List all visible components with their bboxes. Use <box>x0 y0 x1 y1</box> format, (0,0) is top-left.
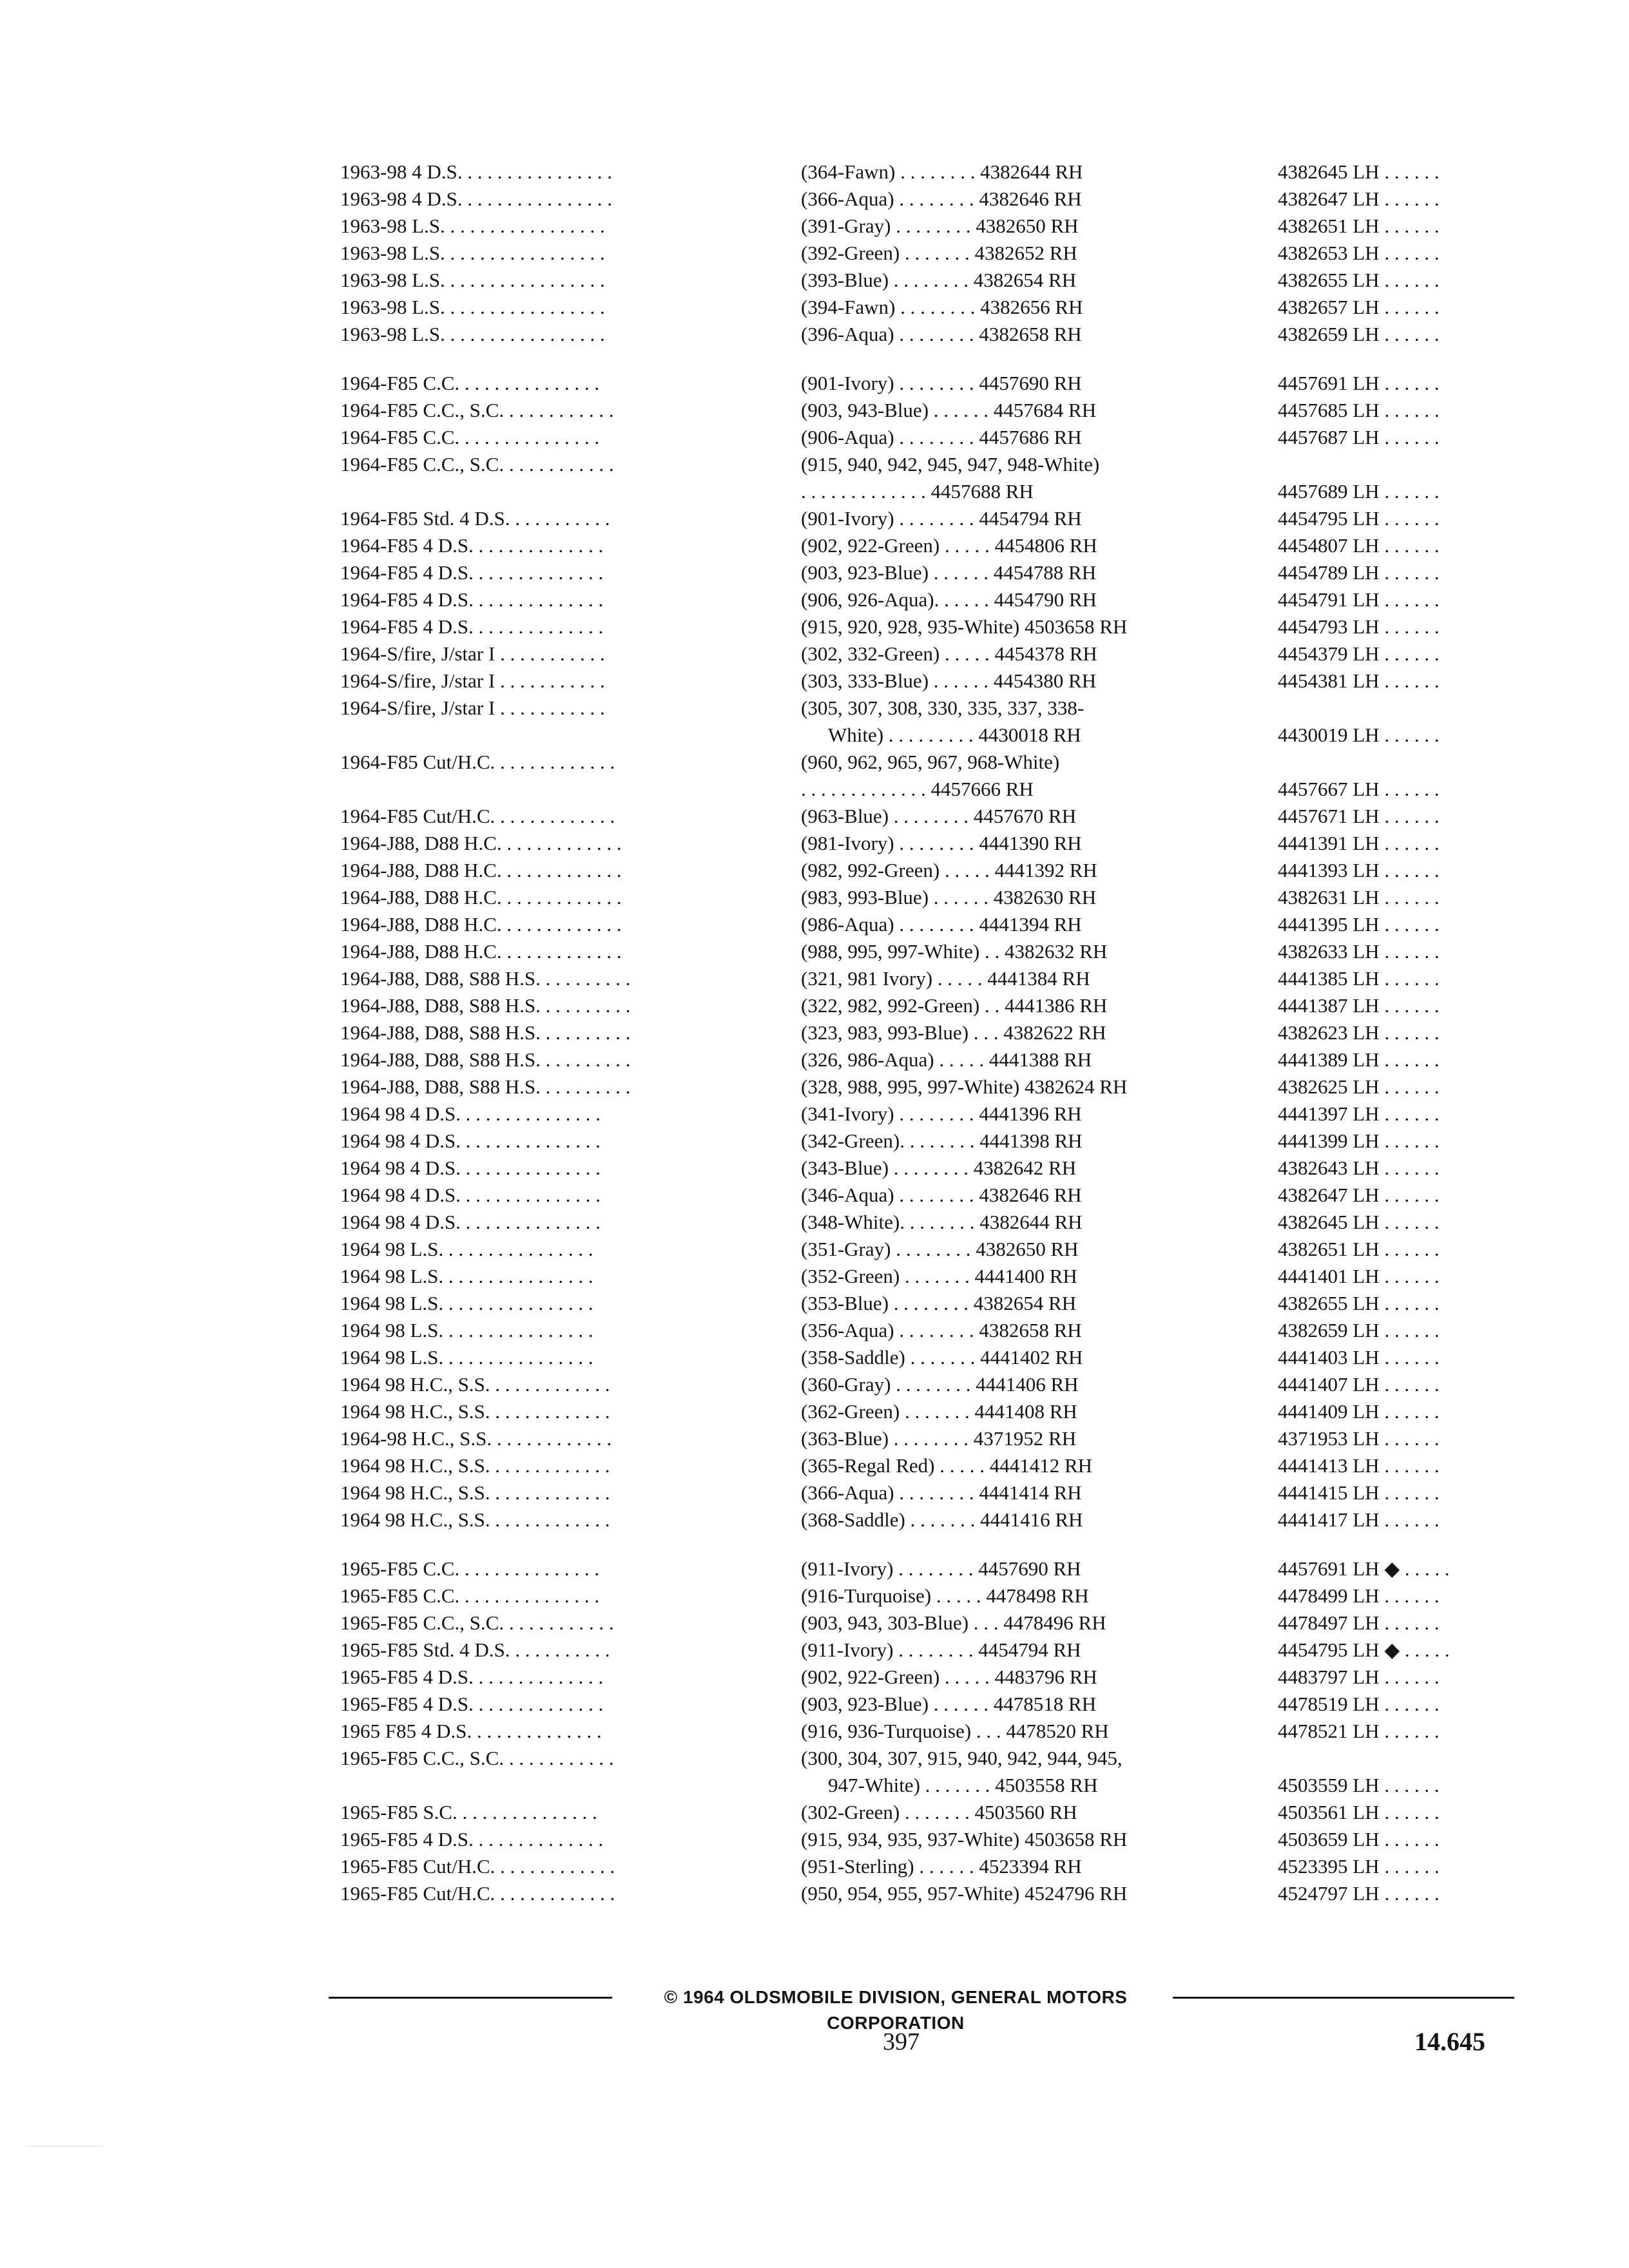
lh-part-cell: 4382643 LH . . . . . . <box>1278 1157 1440 1179</box>
scan-mark <box>26 2146 103 2147</box>
table-row <box>340 1880 1526 1907</box>
model-cell: 1964 98 L.S. . . . . . . . . . . . . . . . <box>340 1346 593 1369</box>
color-rh-cell: . . . . . . . . . . . . . 4457688 RH <box>801 480 1034 503</box>
color-rh-cell: (356-Aqua) . . . . . . . . 4382658 RH <box>801 1319 1082 1341</box>
table-row <box>340 1100 1526 1128</box>
table-row <box>340 240 1526 267</box>
color-rh-cell: (903, 923-Blue) . . . . . . 4454788 RH <box>801 561 1097 584</box>
color-rh-cell: (323, 983, 993-Blue) . . . 4382622 RH <box>801 1021 1106 1044</box>
color-rh-cell: (392-Green) . . . . . . . 4382652 RH <box>801 242 1077 264</box>
color-rh-cell: (986-Aqua) . . . . . . . . 4441394 RH <box>801 913 1082 936</box>
table-row <box>340 1236 1526 1263</box>
lh-part-cell: 4382633 LH . . . . . . <box>1278 940 1440 963</box>
lh-part-cell: 4382659 LH . . . . . . <box>1278 323 1440 345</box>
model-cell: 1964-J88, D88 H.C. . . . . . . . . . . . . <box>340 913 622 936</box>
model-cell: 1964 98 H.C., S.S. . . . . . . . . . . . . <box>340 1508 610 1531</box>
model-cell: 1963-98 4 D.S. . . . . . . . . . . . . . . . <box>340 160 612 183</box>
table-row <box>340 1691 1526 1718</box>
model-cell: 1965-F85 4 D.S. . . . . . . . . . . . . . <box>340 1693 604 1715</box>
model-cell: 1964-J88, D88, S88 H.S. . . . . . . . . . <box>340 1048 631 1071</box>
lh-part-cell: 4382653 LH . . . . . . <box>1278 242 1440 264</box>
color-rh-cell: (352-Green) . . . . . . . 4441400 RH <box>801 1265 1077 1287</box>
lh-part-cell: 4382645 LH . . . . . . <box>1278 160 1440 183</box>
model-cell: 1964-F85 C.C., S.C. . . . . . . . . . . . <box>340 453 614 476</box>
color-rh-cell: (988, 995, 997-White) . . 4382632 RH <box>801 940 1108 963</box>
table-row <box>340 559 1526 586</box>
color-rh-cell: White) . . . . . . . . . 4430018 RH <box>828 724 1081 746</box>
lh-part-cell: 4503559 LH . . . . . . <box>1278 1774 1440 1796</box>
table-row <box>340 1745 1526 1772</box>
color-rh-cell: (364-Fawn) . . . . . . . . 4382644 RH <box>801 160 1083 183</box>
model-cell: 1964-F85 Std. 4 D.S. . . . . . . . . . . <box>340 507 610 530</box>
color-rh-cell: (363-Blue) . . . . . . . . 4371952 RH <box>801 1427 1077 1450</box>
model-cell: 1964-S/fire, J/star I . . . . . . . . . . . <box>340 697 605 719</box>
table-row <box>340 749 1526 776</box>
color-rh-cell: (393-Blue) . . . . . . . . 4382654 RH <box>801 269 1077 291</box>
table-row <box>340 321 1526 348</box>
color-rh-cell: (322, 982, 992-Green) . . 4441386 RH <box>801 994 1108 1017</box>
lh-part-cell: 4441385 LH . . . . . . <box>1278 967 1440 990</box>
table-row <box>340 1128 1526 1155</box>
color-rh-cell: (305, 307, 308, 330, 335, 337, 338- <box>801 697 1084 719</box>
color-rh-cell: (366-Aqua) . . . . . . . . 4382646 RH <box>801 187 1082 210</box>
color-rh-cell: (391-Gray) . . . . . . . . 4382650 RH <box>801 215 1079 237</box>
table-row <box>340 1182 1526 1209</box>
model-cell: 1964-F85 Cut/H.C. . . . . . . . . . . . . <box>340 751 615 773</box>
color-rh-cell: (342-Green). . . . . . . . 4441398 RH <box>801 1129 1083 1152</box>
table-row <box>340 397 1526 424</box>
model-cell: 1963-98 L.S. . . . . . . . . . . . . . . . . <box>340 296 605 318</box>
model-cell: 1965-F85 C.C., S.C. . . . . . . . . . . . <box>340 1611 614 1634</box>
table-row <box>340 830 1526 857</box>
table-row <box>340 1209 1526 1236</box>
model-cell: 1964 98 H.C., S.S. . . . . . . . . . . . . <box>340 1454 610 1477</box>
model-cell: 1964 98 L.S. . . . . . . . . . . . . . . . <box>340 1319 593 1341</box>
color-rh-cell: (902, 922-Green) . . . . . 4483796 RH <box>801 1666 1097 1688</box>
table-row <box>340 186 1526 213</box>
lh-part-cell: 4457667 LH . . . . . . <box>1278 778 1440 800</box>
model-cell: 1964 98 H.C., S.S. . . . . . . . . . . . . <box>340 1400 610 1423</box>
color-rh-cell: (982, 992-Green) . . . . . 4441392 RH <box>801 859 1097 881</box>
lh-part-cell: 4457671 LH . . . . . . <box>1278 805 1440 827</box>
model-cell: 1964-J88, D88 H.C. . . . . . . . . . . . . <box>340 859 622 881</box>
model-cell: 1964-J88, D88, S88 H.S. . . . . . . . . . <box>340 1021 631 1044</box>
model-cell: 1965-F85 Std. 4 D.S. . . . . . . . . . . <box>340 1639 610 1661</box>
model-cell: 1964-F85 4 D.S. . . . . . . . . . . . . . <box>340 561 604 584</box>
color-rh-cell: (326, 986-Aqua) . . . . . 4441388 RH <box>801 1048 1092 1071</box>
table-row <box>340 1772 1526 1799</box>
footer-rule <box>329 1984 1514 2033</box>
model-cell: 1964-J88, D88, S88 H.S. . . . . . . . . . <box>340 967 631 990</box>
table-row <box>340 294 1526 321</box>
page-number: 397 <box>883 2028 920 2055</box>
model-cell: 1964 98 4 D.S. . . . . . . . . . . . . . . <box>340 1184 601 1206</box>
table-row <box>340 965 1526 992</box>
table-row <box>340 1479 1526 1506</box>
lh-part-cell: 4382651 LH . . . . . . <box>1278 1238 1440 1260</box>
color-rh-cell: (353-Blue) . . . . . . . . 4382654 RH <box>801 1292 1077 1314</box>
table-row <box>340 267 1526 294</box>
lh-part-cell: 4382645 LH . . . . . . <box>1278 1211 1440 1233</box>
lh-part-cell: 4524797 LH . . . . . . <box>1278 1882 1440 1905</box>
table-row <box>340 640 1526 668</box>
lh-part-cell: 4441399 LH . . . . . . <box>1278 1129 1440 1152</box>
color-rh-cell: (903, 943-Blue) . . . . . . 4457684 RH <box>801 399 1097 421</box>
lh-part-cell: 4441409 LH . . . . . . <box>1278 1400 1440 1423</box>
color-rh-cell: (303, 333-Blue) . . . . . . 4454380 RH <box>801 669 1097 692</box>
model-cell: 1964 98 4 D.S. . . . . . . . . . . . . . . <box>340 1102 601 1125</box>
color-rh-cell: (916-Turquoise) . . . . . 4478498 RH <box>801 1584 1089 1607</box>
lh-part-cell: 4382655 LH . . . . . . <box>1278 1292 1440 1314</box>
table-row <box>340 532 1526 559</box>
table-row <box>340 1555 1526 1582</box>
model-cell: 1964-F85 Cut/H.C. . . . . . . . . . . . . <box>340 805 615 827</box>
model-cell: 1963-98 4 D.S. . . . . . . . . . . . . . . . <box>340 187 612 210</box>
table-row <box>340 1425 1526 1452</box>
model-cell: 1965-F85 C.C. . . . . . . . . . . . . . . <box>340 1557 600 1580</box>
lh-part-cell: 4441407 LH . . . . . . <box>1278 1373 1440 1396</box>
parts-table <box>340 159 1526 1907</box>
lh-part-cell: 4382657 LH . . . . . . <box>1278 296 1440 318</box>
footer-rule-right <box>1173 1997 1514 1999</box>
footer-rule-left <box>329 1997 612 1999</box>
model-cell: 1964-F85 4 D.S. . . . . . . . . . . . . . <box>340 588 604 611</box>
table-row <box>340 857 1526 884</box>
table-row <box>340 911 1526 938</box>
model-cell: 1963-98 L.S. . . . . . . . . . . . . . . . . <box>340 323 605 345</box>
model-cell: 1965-F85 C.C. . . . . . . . . . . . . . . <box>340 1584 600 1607</box>
lh-part-cell: 4503561 LH . . . . . . <box>1278 1801 1440 1823</box>
table-row <box>340 586 1526 613</box>
table-row <box>340 613 1526 640</box>
model-cell: 1964-F85 C.C. . . . . . . . . . . . . . . <box>340 426 600 448</box>
table-row <box>340 1610 1526 1637</box>
color-rh-cell: (960, 962, 965, 967, 968-White) <box>801 751 1060 773</box>
table-row <box>340 776 1526 803</box>
lh-part-cell: 4454379 LH . . . . . . <box>1278 642 1440 665</box>
lh-part-cell: 4441397 LH . . . . . . <box>1278 1102 1440 1125</box>
color-rh-cell: (963-Blue) . . . . . . . . 4457670 RH <box>801 805 1077 827</box>
table-row <box>340 213 1526 240</box>
color-rh-cell: (302-Green) . . . . . . . 4503560 RH <box>801 1801 1077 1823</box>
color-rh-cell: (903, 923-Blue) . . . . . . 4478518 RH <box>801 1693 1097 1715</box>
lh-part-cell: 4523395 LH . . . . . . <box>1278 1855 1440 1878</box>
color-rh-cell: (321, 981 Ivory) . . . . . 4441384 RH <box>801 967 1090 990</box>
model-cell: 1964 98 4 D.S. . . . . . . . . . . . . . . <box>340 1129 601 1152</box>
color-rh-cell: (902, 922-Green) . . . . . 4454806 RH <box>801 534 1097 557</box>
color-rh-cell: (981-Ivory) . . . . . . . . 4441390 RH <box>801 832 1082 854</box>
table-row <box>340 803 1526 830</box>
table-row <box>340 159 1526 186</box>
lh-part-cell: 4503659 LH . . . . . . <box>1278 1828 1440 1850</box>
model-cell: 1965-F85 S.C. . . . . . . . . . . . . . . <box>340 1801 597 1823</box>
table-row <box>340 884 1526 911</box>
model-cell: 1964-98 H.C., S.S. . . . . . . . . . . . . <box>340 1427 612 1450</box>
table-row <box>340 424 1526 451</box>
model-cell: 1963-98 L.S. . . . . . . . . . . . . . . . . <box>340 269 605 291</box>
lh-part-cell: 4441401 LH . . . . . . <box>1278 1265 1440 1287</box>
color-rh-cell: (915, 940, 942, 945, 947, 948-White) <box>801 453 1100 476</box>
color-rh-cell: (396-Aqua) . . . . . . . . 4382658 RH <box>801 323 1082 345</box>
color-rh-cell: (906-Aqua) . . . . . . . . 4457686 RH <box>801 426 1082 448</box>
color-rh-cell: (915, 934, 935, 937-White) 4503658 RH <box>801 1828 1128 1850</box>
color-rh-cell: (903, 943, 303-Blue) . . . 4478496 RH <box>801 1611 1106 1634</box>
color-rh-cell: (901-Ivory) . . . . . . . . 4454794 RH <box>801 507 1082 530</box>
lh-part-cell: 4441403 LH . . . . . . <box>1278 1346 1440 1369</box>
model-cell: 1964-J88, D88 H.C. . . . . . . . . . . . . <box>340 886 622 908</box>
color-rh-cell: (362-Green) . . . . . . . 4441408 RH <box>801 1400 1077 1423</box>
lh-part-cell: 4382659 LH . . . . . . <box>1278 1319 1440 1341</box>
table-row <box>340 1398 1526 1425</box>
color-rh-cell: (916, 936-Turquoise) . . . 4478520 RH <box>801 1720 1109 1742</box>
model-cell: 1964-J88, D88, S88 H.S. . . . . . . . . . <box>340 1075 631 1098</box>
table-row <box>340 1853 1526 1880</box>
model-cell: 1964-J88, D88 H.C. . . . . . . . . . . . . <box>340 940 622 963</box>
table-row <box>340 1582 1526 1610</box>
table-row <box>340 1664 1526 1691</box>
lh-part-cell: 4457691 LH . . . . . . <box>1278 372 1440 394</box>
color-rh-cell: 947-White) . . . . . . . 4503558 RH <box>828 1774 1098 1796</box>
table-row <box>340 1046 1526 1073</box>
table-row <box>340 1155 1526 1182</box>
lh-part-cell: 4478499 LH . . . . . . <box>1278 1584 1440 1607</box>
table-row <box>340 668 1526 695</box>
lh-part-cell: 4382631 LH . . . . . . <box>1278 886 1440 908</box>
table-row <box>340 1826 1526 1853</box>
lh-part-cell: 4382655 LH . . . . . . <box>1278 269 1440 291</box>
table-row <box>340 938 1526 965</box>
model-cell: 1964-F85 C.C. . . . . . . . . . . . . . . <box>340 372 600 394</box>
table-row <box>340 1019 1526 1046</box>
table-row <box>340 505 1526 532</box>
color-rh-cell: (911-Ivory) . . . . . . . . 4457690 RH <box>801 1557 1081 1580</box>
table-row <box>340 1371 1526 1398</box>
lh-part-cell: 4457685 LH . . . . . . <box>1278 399 1440 421</box>
lh-part-cell: 4382647 LH . . . . . . <box>1278 187 1440 210</box>
color-rh-cell: (901-Ivory) . . . . . . . . 4457690 RH <box>801 372 1082 394</box>
model-cell: 1964-S/fire, J/star I . . . . . . . . . . . <box>340 669 605 692</box>
color-rh-cell: (915, 920, 928, 935-White) 4503658 RH <box>801 615 1128 638</box>
color-rh-cell: (911-Ivory) . . . . . . . . 4454794 RH <box>801 1639 1081 1661</box>
table-row <box>340 370 1526 397</box>
model-cell: 1965-F85 Cut/H.C. . . . . . . . . . . . . <box>340 1855 615 1878</box>
copyright-notice: © 1964 OLDSMOBILE DIVISION, GENERAL MOTORS CORPORATION <box>664 1987 1128 2033</box>
table-row <box>340 1263 1526 1290</box>
lh-part-cell: 4382651 LH . . . . . . <box>1278 215 1440 237</box>
model-cell: 1964 98 H.C., S.S. . . . . . . . . . . . . <box>340 1373 610 1396</box>
color-rh-cell: (368-Saddle) . . . . . . . 4441416 RH <box>801 1508 1083 1531</box>
color-rh-cell: (328, 988, 995, 997-White) 4382624 RH <box>801 1075 1128 1098</box>
model-cell: 1965-F85 Cut/H.C. . . . . . . . . . . . . <box>340 1882 615 1905</box>
color-rh-cell: (346-Aqua) . . . . . . . . 4382646 RH <box>801 1184 1082 1206</box>
table-row <box>340 1344 1526 1371</box>
color-rh-cell: (302, 332-Green) . . . . . 4454378 RH <box>801 642 1097 665</box>
color-rh-cell: (906, 926-Aqua). . . . . . 4454790 RH <box>801 588 1097 611</box>
table-row <box>340 992 1526 1019</box>
table-row <box>340 451 1526 478</box>
lh-part-cell: 4441391 LH . . . . . . <box>1278 832 1440 854</box>
lh-part-cell: 4478497 LH . . . . . . <box>1278 1611 1440 1634</box>
lh-part-cell: 4441417 LH . . . . . . <box>1278 1508 1440 1531</box>
model-cell: 1964 98 4 D.S. . . . . . . . . . . . . . . <box>340 1157 601 1179</box>
table-row <box>340 1506 1526 1533</box>
model-cell: 1964-S/fire, J/star I . . . . . . . . . . . <box>340 642 605 665</box>
model-cell: 1965 F85 4 D.S. . . . . . . . . . . . . . <box>340 1720 602 1742</box>
lh-part-cell: 4454791 LH . . . . . . <box>1278 588 1440 611</box>
lh-part-cell: 4457691 LH ◆ . . . . . <box>1278 1557 1450 1580</box>
model-cell: 1964 98 L.S. . . . . . . . . . . . . . . . <box>340 1292 593 1314</box>
color-rh-cell: (300, 304, 307, 915, 940, 942, 944, 945, <box>801 1747 1123 1769</box>
model-cell: 1963-98 L.S. . . . . . . . . . . . . . . . . <box>340 242 605 264</box>
table-row <box>340 695 1526 722</box>
model-cell: 1964-F85 4 D.S. . . . . . . . . . . . . . <box>340 615 604 638</box>
table-row <box>340 1290 1526 1317</box>
color-rh-cell: (366-Aqua) . . . . . . . . 4441414 RH <box>801 1481 1082 1504</box>
lh-part-cell: 4478519 LH . . . . . . <box>1278 1693 1440 1715</box>
table-row <box>340 722 1526 749</box>
model-cell: 1965-F85 4 D.S. . . . . . . . . . . . . . <box>340 1666 604 1688</box>
lh-part-cell: 4454795 LH . . . . . . <box>1278 507 1440 530</box>
color-rh-cell: (360-Gray) . . . . . . . . 4441406 RH <box>801 1373 1079 1396</box>
model-cell: 1965-F85 C.C., S.C. . . . . . . . . . . . <box>340 1747 614 1769</box>
color-rh-cell: (358-Saddle) . . . . . . . 4441402 RH <box>801 1346 1083 1369</box>
model-cell: 1964 98 4 D.S. . . . . . . . . . . . . . . <box>340 1211 601 1233</box>
color-rh-cell: . . . . . . . . . . . . . 4457666 RH <box>801 778 1034 800</box>
section-number: 14.645 <box>1414 2027 1485 2056</box>
lh-part-cell: 4430019 LH . . . . . . <box>1278 724 1440 746</box>
model-cell: 1964-F85 4 D.S. . . . . . . . . . . . . . <box>340 534 604 557</box>
model-cell: 1965-F85 4 D.S. . . . . . . . . . . . . . <box>340 1828 604 1850</box>
lh-part-cell: 4478521 LH . . . . . . <box>1278 1720 1440 1742</box>
lh-part-cell: 4454793 LH . . . . . . <box>1278 615 1440 638</box>
model-cell: 1964 98 L.S. . . . . . . . . . . . . . . . <box>340 1265 593 1287</box>
model-cell: 1964-F85 C.C., S.C. . . . . . . . . . . . <box>340 399 614 421</box>
lh-part-cell: 4441395 LH . . . . . . <box>1278 913 1440 936</box>
color-rh-cell: (394-Fawn) . . . . . . . . 4382656 RH <box>801 296 1083 318</box>
color-rh-cell: (950, 954, 955, 957-White) 4524796 RH <box>801 1882 1128 1905</box>
table-row <box>340 1637 1526 1664</box>
lh-part-cell: 4382623 LH . . . . . . <box>1278 1021 1440 1044</box>
lh-part-cell: 4483797 LH . . . . . . <box>1278 1666 1440 1688</box>
lh-part-cell: 4382647 LH . . . . . . <box>1278 1184 1440 1206</box>
model-cell: 1964-J88, D88 H.C. . . . . . . . . . . . . <box>340 832 622 854</box>
lh-part-cell: 4457687 LH . . . . . . <box>1278 426 1440 448</box>
model-cell: 1964-J88, D88, S88 H.S. . . . . . . . . . <box>340 994 631 1017</box>
lh-part-cell: 4441413 LH . . . . . . <box>1278 1454 1440 1477</box>
lh-part-cell: 4454795 LH ◆ . . . . . <box>1278 1639 1450 1661</box>
lh-part-cell: 4441389 LH . . . . . . <box>1278 1048 1440 1071</box>
color-rh-cell: (951-Sterling) . . . . . . 4523394 RH <box>801 1855 1082 1878</box>
table-row <box>340 1452 1526 1479</box>
lh-part-cell: 4454789 LH . . . . . . <box>1278 561 1440 584</box>
lh-part-cell: 4441393 LH . . . . . . <box>1278 859 1440 881</box>
color-rh-cell: (983, 993-Blue) . . . . . . 4382630 RH <box>801 886 1097 908</box>
table-row <box>340 1073 1526 1100</box>
lh-part-cell: 4382625 LH . . . . . . <box>1278 1075 1440 1098</box>
color-rh-cell: (343-Blue) . . . . . . . . 4382642 RH <box>801 1157 1077 1179</box>
model-cell: 1963-98 L.S. . . . . . . . . . . . . . . . . <box>340 215 605 237</box>
color-rh-cell: (365-Regal Red) . . . . . 4441412 RH <box>801 1454 1093 1477</box>
lh-part-cell: 4441415 LH . . . . . . <box>1278 1481 1440 1504</box>
table-row <box>340 1718 1526 1745</box>
table-row <box>340 1317 1526 1344</box>
model-cell: 1964 98 H.C., S.S. . . . . . . . . . . . . <box>340 1481 610 1504</box>
lh-part-cell: 4454381 LH . . . . . . <box>1278 669 1440 692</box>
lh-part-cell: 4454807 LH . . . . . . <box>1278 534 1440 557</box>
lh-part-cell: 4371953 LH . . . . . . <box>1278 1427 1440 1450</box>
table-row <box>340 478 1526 505</box>
color-rh-cell: (341-Ivory) . . . . . . . . 4441396 RH <box>801 1102 1082 1125</box>
model-cell: 1964 98 L.S. . . . . . . . . . . . . . . . <box>340 1238 593 1260</box>
lh-part-cell: 4457689 LH . . . . . . <box>1278 480 1440 503</box>
table-row <box>340 1799 1526 1826</box>
color-rh-cell: (351-Gray) . . . . . . . . 4382650 RH <box>801 1238 1079 1260</box>
lh-part-cell: 4441387 LH . . . . . . <box>1278 994 1440 1017</box>
color-rh-cell: (348-White). . . . . . . . 4382644 RH <box>801 1211 1083 1233</box>
